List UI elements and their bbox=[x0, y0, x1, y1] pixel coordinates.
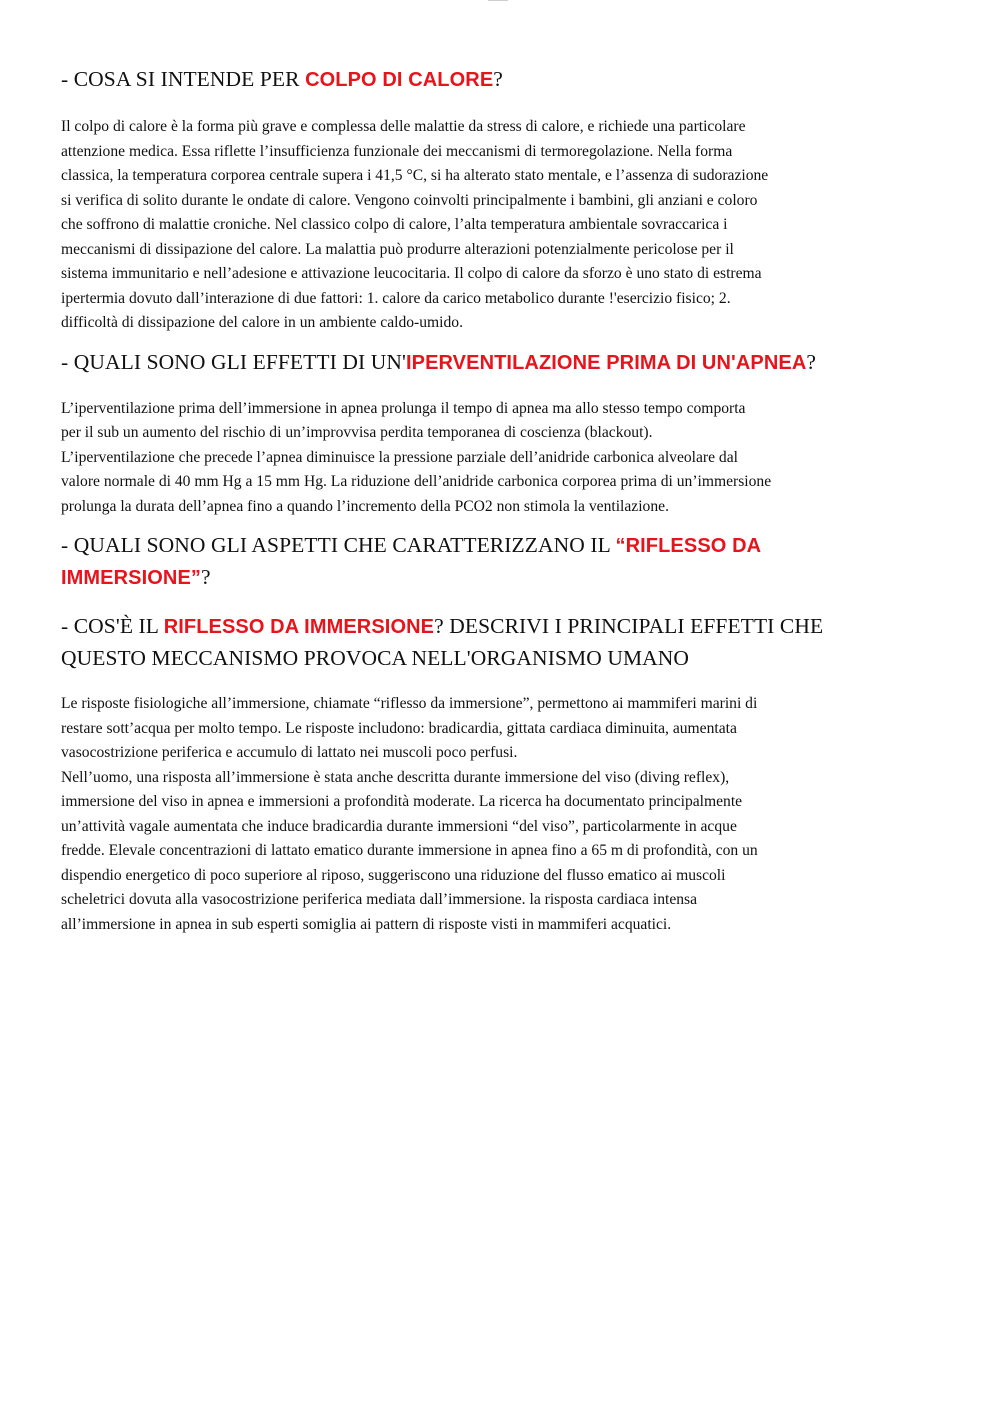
question-prefix: - COSA SI INTENDE PER bbox=[61, 67, 306, 91]
question-suffix: ? bbox=[806, 349, 817, 374]
question-highlight: IPERVENTILAZIONE PRIMA DI UN'APNEA bbox=[405, 351, 807, 374]
answer-riflesso-da-immersione: Le risposte fisiologiche all’immersione, chiamate “riflesso da immersione”, permettono ai mammiferi marini di restare sott’acqua per molto tempo. Le risposte includono: bradicardia, gittata cardiaca diminuita, aumentata vasocostrizione periferica e accumulo di lattato nei muscoli poco perfusi. Nell’uomo, una risposta all’immersione è stata anche descritta durante immersione del viso (diving reflex), immersione del viso in apnea e immersioni a profondità moderate. La ricerca ha documentato principalmente un’attività vagale aumentata che induce bradicardia durante immersioni “del viso”, particolarmente in acque fredde. Elevale concentrazioni di lattato ematico durante immersione in apnea fino a 65 m di profondità, con un dispendio energetico di poco superiore al riposo, suggeriscono una riduzione del flusso ematico ai muscoli scheletrici dovuta alla vasocostrizione periferica mediata dall’immersione. la risposta cardiaca intensa all’immersione in apnea in sub esperti somiglia ai pattern di risposte visti in mammiferi acquatici. bbox=[61, 695, 758, 933]
question-highlight: RIFLESSO DA IMMERSIONE bbox=[163, 616, 435, 638]
question-highlight: “RIFLESSO DA IMMERSIONE” bbox=[61, 535, 761, 589]
question-prefix: - QUALI SONO GLI EFFETTI DI UN' bbox=[61, 349, 406, 374]
question-aspetti-riflesso bbox=[61, 530, 906, 594]
question-riflesso-effetti bbox=[61, 611, 906, 674]
question-colpo-di-calore bbox=[61, 64, 906, 96]
question-prefix: - COS'È IL bbox=[61, 614, 164, 638]
question-suffix: ? bbox=[201, 565, 211, 589]
page-header-mark bbox=[488, 0, 508, 4]
question-suffix: ? bbox=[493, 67, 503, 91]
question-prefix: - QUALI SONO GLI ASPETTI CHE CARATTERIZZANO IL bbox=[61, 533, 616, 557]
question-suffix: ? DESCRIVI I PRINCIPALI EFFETTI CHE QUESTO MECCANISMO PROVOCA NELL'ORGANISMO UMANO bbox=[61, 614, 824, 670]
document-page bbox=[61, 64, 906, 937]
answer-iperventilazione: L’iperventilazione prima dell’immersione in apnea prolunga il tempo di apnea ma allo stesso tempo comporta per il sub un aumento del rischio di un’improvvisa perdita temporanea di coscienza (blackout). L’iperventilazione che precede l’apnea diminuisce la pressione parziale dell’anidride carbonica alveolare dal valore normale di 40 mm Hg a 15 mm Hg. La riduzione dell’anidride carbonica corporea prima di un’immersione prolunga la durata dell’apnea fino a quando l’incremento della PCO2 non stimola la ventilazione. bbox=[61, 399, 772, 515]
answer-colpo-di-calore: Il colpo di calore è la forma più grave e complessa delle malattie da stress di calore, e richiede una particolare attenzione medica. Essa riflette l’insufficienza funzionale dei meccanismi di termoregolazione. Nella forma classica, la temperatura corporea centrale supera i 41,5 °C, si ha alterato stato mentale, e l’assenza di sudorazione si verifica di solito durante le ondate di calore. Vengono coinvolti principalmente i bambini, gli anziani e coloro che soffrono di malattie croniche. Nel classico colpo di calore, l’alta temperatura ambientale sovraccarica i meccanismi di dissipazione del calore. La malattia può produrre alterazioni potenzialmente pericolose per il sistema immunitario e nell’adesione e attivazione leucocitaria. Il colpo di calore da sforzo è uno stato di estrema ipertermia dovuto dall’interazione di due fattori: 1. calore da carico metabolico durante !'esercizio fisico; 2. difficoltà di dissipazione del calore in un ambiente caldo-umido. bbox=[61, 118, 769, 331]
question-iperventilazione bbox=[61, 347, 906, 379]
question-highlight: COLPO DI CALORE bbox=[305, 69, 494, 91]
